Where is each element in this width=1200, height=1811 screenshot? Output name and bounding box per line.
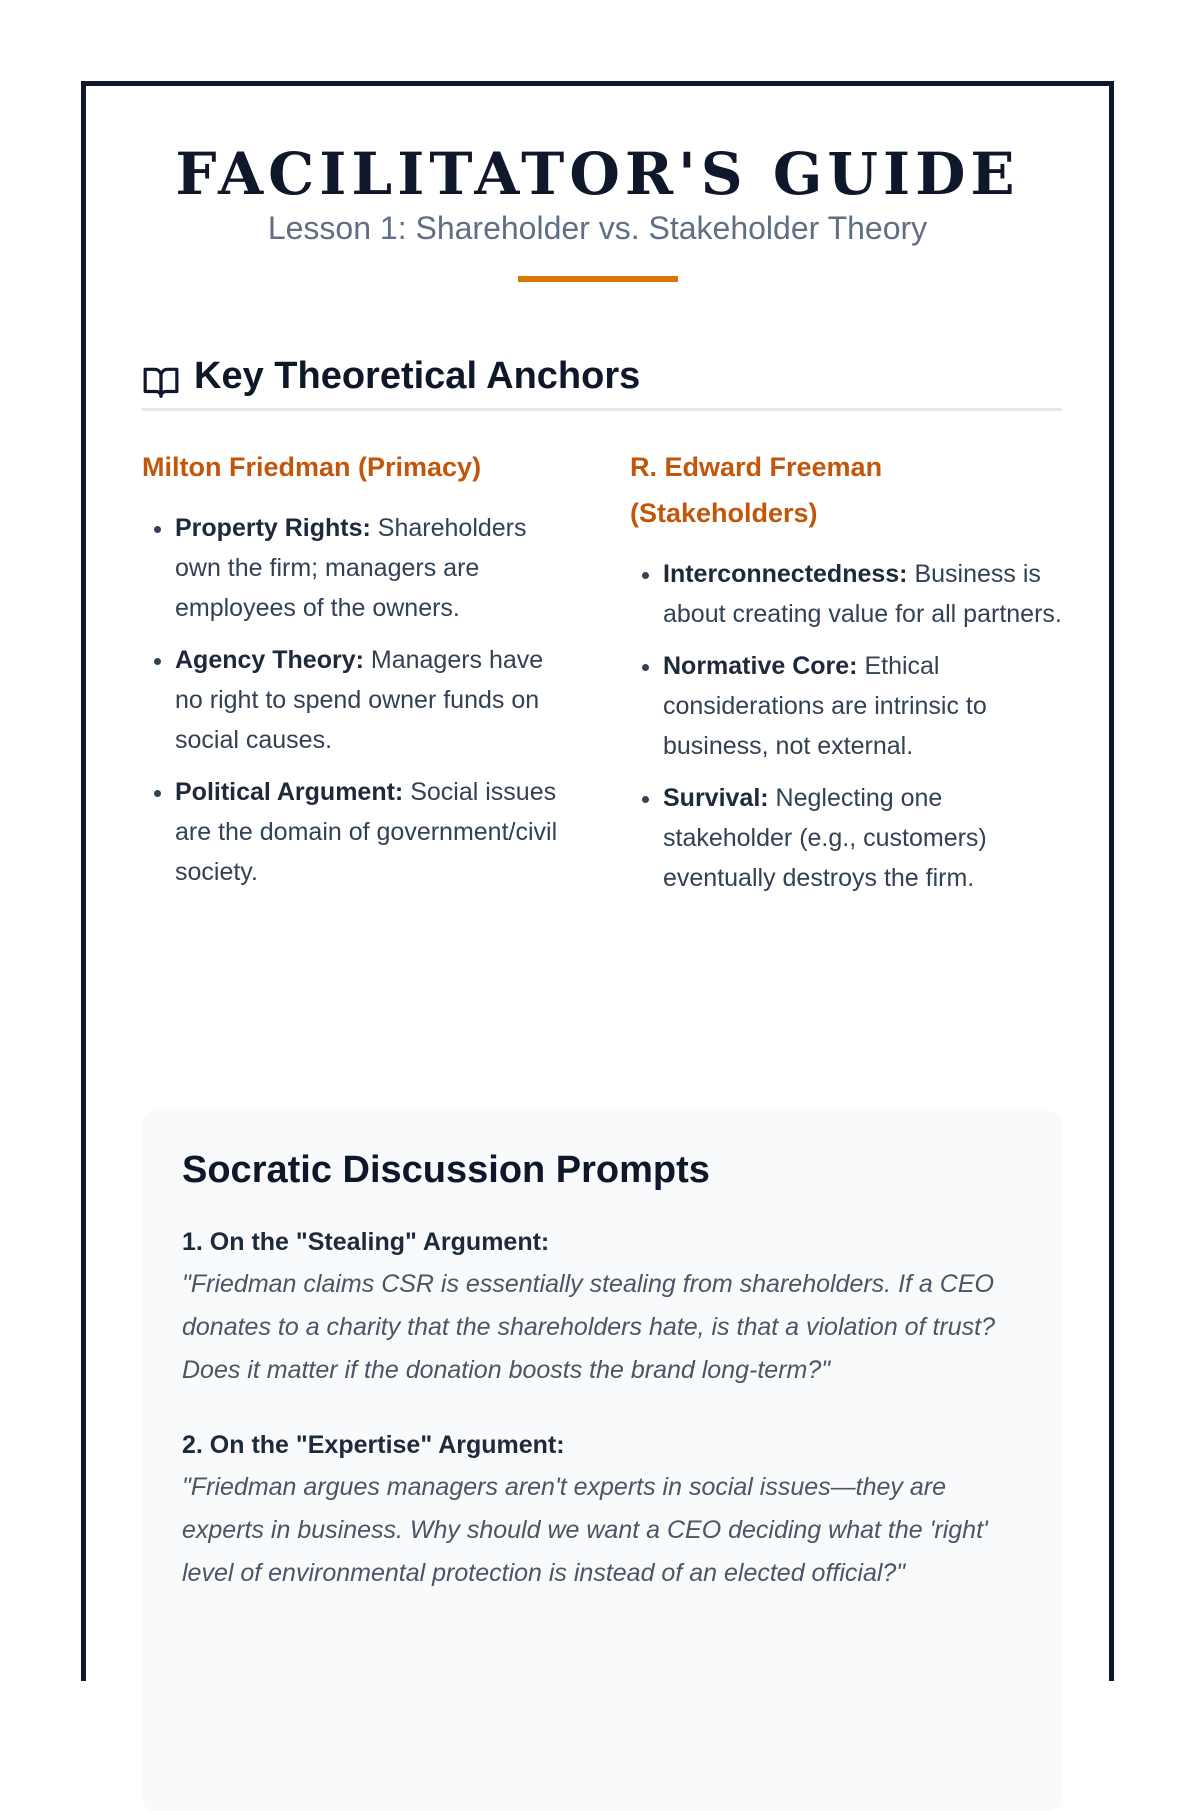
list-item <box>175 640 574 760</box>
point-text: Shareholders own the firm; managers are employees of the owners. <box>175 514 527 622</box>
accent-divider <box>518 276 678 282</box>
point-lead: Agency Theory: <box>175 646 364 674</box>
prompt-heading: 2. On the "Expertise" Argument: <box>182 1431 565 1459</box>
page-title: FACILITATOR'S GUIDE <box>175 140 1020 208</box>
column-title: R. Edward Freeman (Stakeholders) <box>630 452 883 528</box>
point-lead: Interconnectedness: <box>663 560 908 588</box>
open-book-icon <box>142 363 180 401</box>
friedman-column <box>142 444 574 910</box>
anchors-section-title: Key Theoretical Anchors <box>194 354 641 397</box>
point-lead: Political Argument: <box>175 778 404 806</box>
list-item <box>663 646 1062 766</box>
point-text: Social issues are the domain of government/civil society. <box>175 778 558 886</box>
point-lead: Normative Core: <box>663 652 858 680</box>
column-title: Milton Friedman (Primacy) <box>142 452 482 482</box>
point-lead: Survival: <box>663 784 769 812</box>
discussion-prompts-panel <box>142 1111 1062 1811</box>
prompts-title: Socratic Discussion Prompts <box>182 1149 710 1191</box>
prompt-text: "Friedman argues managers aren't experts in social issues—they are experts in business. Why should we want a CEO deciding what the 'right' level of environmental protection is instead of an elected official?" <box>182 1473 988 1587</box>
anchors-section-header <box>142 356 1062 411</box>
point-text: Managers have no right to spend owner funds on social causes. <box>175 646 544 754</box>
point-text: Neglecting one stakeholder (e.g., customers) eventually destroys the firm. <box>663 784 987 892</box>
page-subtitle: Lesson 1: Shareholder vs. Stakeholder Theory <box>267 210 928 246</box>
point-text: Business is about creating value for all partners. <box>663 560 1062 628</box>
prompt-text: "Friedman claims CSR is essentially stealing from shareholders. If a CEO donates to a charity that the shareholders hate, is that a violation of trust? Does it matter if the donation boosts the brand long-term?" <box>182 1270 995 1384</box>
list-item <box>663 778 1062 898</box>
guide-page <box>81 81 1114 1681</box>
bullet-list <box>630 554 1062 898</box>
anchors-columns <box>142 444 1062 910</box>
prompt-heading: 1. On the "Stealing" Argument: <box>182 1228 550 1256</box>
point-text: Ethical considerations are intrinsic to business, not external. <box>663 652 987 760</box>
list-item <box>175 508 574 628</box>
bullet-list <box>142 508 574 892</box>
list-item <box>175 772 574 892</box>
guide-header <box>86 86 1109 282</box>
list-item <box>663 554 1062 634</box>
freeman-column <box>630 444 1062 910</box>
point-lead: Property Rights: <box>175 514 371 542</box>
